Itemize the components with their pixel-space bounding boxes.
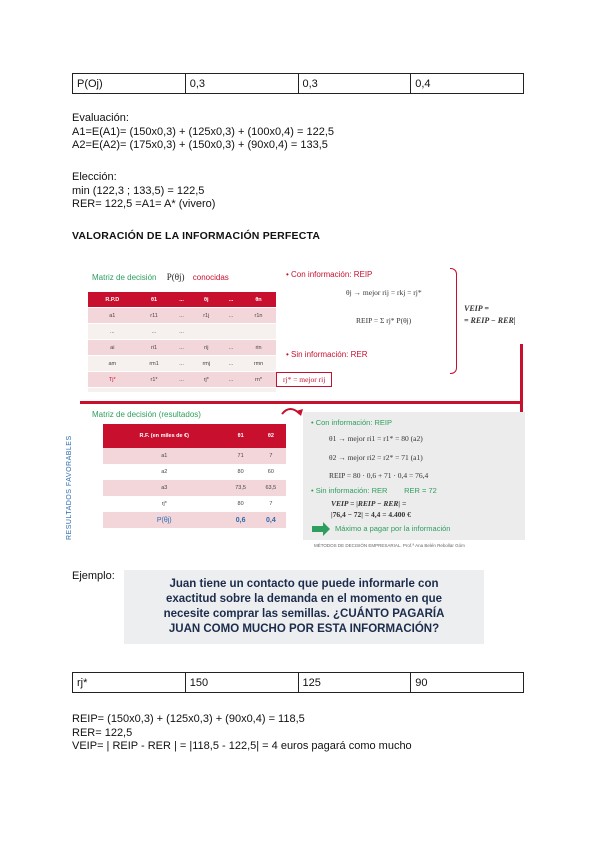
table-cell: ri1 (137, 340, 172, 356)
election-block (72, 171, 215, 212)
evaluation-block (72, 112, 334, 153)
table-cell: rj* (192, 372, 221, 388)
table-cell: ... (221, 292, 241, 308)
result-reip: REIP= (150x0,3) + (125x0,3) + (90x0,4) = 118,5 (72, 713, 305, 725)
table-cell: ... (221, 308, 241, 324)
table-row (88, 340, 276, 356)
table-cell: 0,3 (185, 74, 298, 94)
top-matrix-prob: P(θj) (166, 272, 185, 282)
top-decision-matrix (88, 292, 276, 392)
box-formula-2: θ2 → mejor ri2 = r2* = 71 (a1) (329, 453, 423, 462)
table-cell: R.P.D (88, 292, 137, 308)
table-cell: rj* (73, 673, 186, 693)
bottom-decision-matrix (103, 424, 286, 542)
formula-best: θj → mejor rij = rkj = rj* (346, 288, 422, 297)
table-cell: rn* (241, 372, 276, 388)
table-cell: ai (88, 340, 137, 356)
table-cell: θ2 (256, 424, 286, 448)
table-row (88, 356, 276, 372)
evaluation-a1: A1=E(A1)= (150x0,3) + (125x0,3) + (100x0,4) = 122,5 (72, 125, 335, 138)
example-callout (124, 570, 484, 644)
callout-line: JUAN COMO MUCHO POR ESTA INFORMACIÓN? (168, 623, 440, 635)
election-min: min (122,3 ; 133,5) = 122,5 (72, 184, 205, 197)
table-cell: rmn (241, 356, 276, 372)
figure-footer: MÉTODOS DE DECISIÓN EMPRESARIAL. Prof.ª Ana Belén Rebollar Góm (314, 543, 465, 548)
table-cell: 71 (226, 448, 256, 464)
table-cell: P(θj) (103, 512, 226, 528)
table-cell: 7 (256, 448, 286, 464)
table-row (103, 448, 286, 464)
table-row (103, 512, 286, 528)
example-label: Ejemplo: (72, 570, 115, 582)
table-cell: a3 (103, 480, 226, 496)
box-max: Máximo a pagar por la información (335, 524, 451, 533)
table-cell: 150 (185, 673, 298, 693)
table-cell: ... (172, 308, 192, 324)
table-cell: r1j (192, 308, 221, 324)
table-cell: ... (172, 292, 192, 308)
table-row (73, 74, 524, 94)
table-cell: 90 (411, 673, 524, 693)
table-cell: r11 (137, 308, 172, 324)
evaluation-label: Evaluación: (72, 112, 129, 124)
box-veip-1: VEIP = |REIP − RER| = (331, 499, 407, 508)
table-cell: ... (221, 340, 241, 356)
veip-label-2: = REIP − RER| (464, 316, 516, 325)
table-cell: ... (172, 324, 192, 340)
table-cell: rin (241, 340, 276, 356)
table-cell (221, 324, 241, 340)
table-cell: 125 (298, 673, 411, 693)
table-cell: rmj (192, 356, 221, 372)
table-cell: rm1 (137, 356, 172, 372)
table-cell: ... (172, 372, 192, 388)
table-cell: ... (172, 340, 192, 356)
table-cell: ... (88, 324, 137, 340)
table-cell (192, 324, 221, 340)
table-cell: 0,3 (298, 74, 411, 94)
table-cell: ... (221, 372, 241, 388)
without-info-label: • Sin información: RER (286, 350, 368, 359)
rj-box: rj* = mejor rij (276, 372, 332, 387)
table-cell: a2 (161, 469, 168, 475)
table-cell: ... (137, 324, 172, 340)
table-cell: θ1 (137, 292, 172, 308)
table-cell: a1 (103, 448, 226, 464)
callout-line: exactitud sobre la demanda en el momento en que (165, 593, 443, 605)
table-cell: ... (221, 356, 241, 372)
table-row (103, 496, 286, 512)
table-row (88, 372, 276, 388)
side-label-box (66, 422, 80, 542)
probability-table (72, 73, 524, 94)
table-cell: 0,6 (226, 512, 256, 528)
table-row (103, 424, 286, 448)
result-rer: RER= 122,5 (72, 726, 133, 739)
veip-label-1: VEIP = (464, 304, 489, 313)
info-box (303, 412, 525, 540)
table-cell: a1 (88, 308, 137, 324)
formula-reip: REIP = Σ rj* P(θj) (356, 316, 412, 325)
table-cell: am (88, 356, 137, 372)
top-matrix-known: conocidas (192, 273, 229, 282)
section-heading: VALORACIÓN DE LA INFORMACIÓN PERFECTA (72, 230, 321, 242)
box-veip-2: |76,4 − 72| = 4,4 = 4.400 € (331, 510, 411, 519)
table-row (88, 324, 276, 340)
box-without: • Sin información: RER RER = 72 (311, 486, 437, 495)
table-cell: θn (241, 292, 276, 308)
table-cell: R.F. (en miles de €) (103, 424, 226, 448)
table-cell: 7 (269, 501, 273, 507)
table-cell: r1n (241, 308, 276, 324)
box-formula-3: REIP = 80 · 0,6 + 71 · 0,4 = 76,4 (329, 471, 429, 480)
table-cell: θ1 (226, 424, 256, 448)
with-info-label: • Con información: REIP (286, 270, 373, 279)
table-row (88, 292, 276, 308)
bottom-matrix-title: Matriz de decisión (resultados) (92, 410, 201, 419)
side-label: RESULTADOS FAVORABLES (66, 435, 73, 540)
top-matrix-title: Matriz de decisión (92, 273, 157, 282)
table-cell: 73,5 (226, 480, 256, 496)
table-row (103, 480, 286, 496)
table-cell: r1* (137, 372, 172, 388)
box-formula-1: θ1 → mejor ri1 = r1* = 80 (a2) (329, 434, 423, 443)
evaluation-a2: A2=E(A2)= (175x0,3) + (150x0,3) + (90x0,4) = 133,5 (72, 139, 328, 151)
table-row (88, 308, 276, 324)
table-cell: Tj* (88, 372, 137, 388)
table-cell (241, 324, 276, 340)
table-cell: rij (192, 340, 221, 356)
table-cell: 80 (237, 469, 244, 475)
results-block (72, 713, 412, 754)
table-cell: rj* (161, 501, 167, 507)
perfect-information-figure (66, 262, 528, 552)
table-cell: 0,4 (256, 512, 286, 528)
table-cell: 60 (267, 469, 274, 475)
table-cell: 0,4 (411, 74, 524, 94)
box-with-info: • Con información: REIP (311, 418, 392, 427)
table-cell: P(Oj) (73, 74, 186, 94)
table-cell: θj (192, 292, 221, 308)
table-cell: 80 (237, 501, 244, 507)
arrow-right-icon (311, 522, 331, 536)
table-cell: ... (172, 356, 192, 372)
best-results-table (72, 672, 524, 693)
table-row (103, 464, 286, 480)
election-rer: RER= 122,5 =A1= A* (vivero) (72, 198, 216, 210)
result-veip: VEIP= | REIP - RER | = |118,5 - 122,5| = 4 euros pagará como mucho (72, 740, 412, 752)
callout-line: necesite comprar las semillas. ¿CUÁNTO PAGARÍA (163, 608, 445, 620)
brace (450, 268, 457, 374)
callout-line: Juan tiene un contacto que puede informarle con (169, 578, 439, 590)
table-row (73, 673, 524, 693)
election-label: Elección: (72, 171, 117, 183)
table-cell: 63,5 (256, 480, 286, 496)
